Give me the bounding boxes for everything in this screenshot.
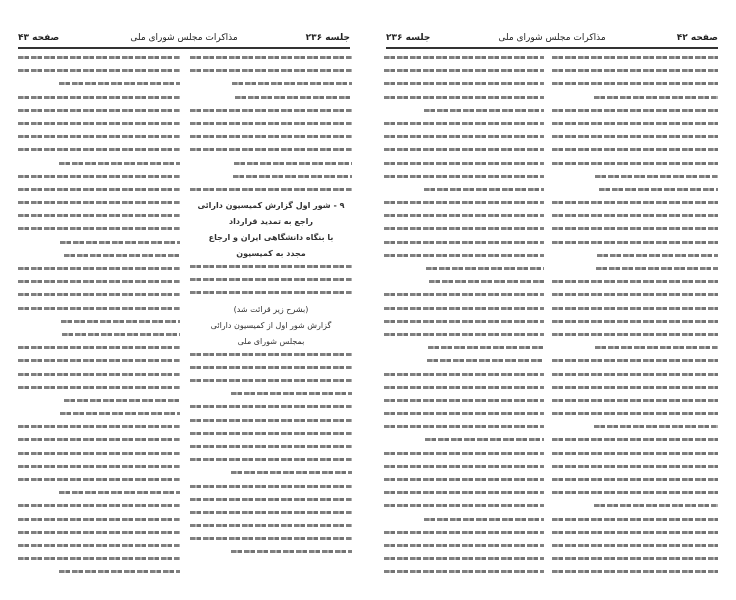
text-line <box>18 148 180 151</box>
text-line <box>384 201 544 204</box>
text-line <box>231 392 352 395</box>
text-line <box>60 412 180 415</box>
page-header <box>386 33 718 49</box>
text-line <box>190 498 352 501</box>
text-line <box>597 254 718 257</box>
text-line <box>384 373 544 376</box>
text-line <box>552 386 718 389</box>
text-line <box>384 214 544 217</box>
text-line <box>384 386 544 389</box>
text-line <box>61 320 180 323</box>
text-line <box>190 109 352 112</box>
text-line <box>384 135 544 138</box>
text-line <box>426 267 544 270</box>
text-line <box>18 227 180 230</box>
text-column-right <box>552 56 718 586</box>
text-line <box>190 419 352 422</box>
text-line <box>18 504 180 507</box>
text-line <box>62 333 180 336</box>
text-line <box>64 254 180 257</box>
text-line <box>18 201 180 204</box>
section-heading: راجع به تمدید قرارداد <box>229 217 313 227</box>
text-line <box>18 175 180 178</box>
text-line <box>552 307 718 310</box>
text-line <box>552 69 718 72</box>
text-line <box>231 471 352 474</box>
text-line <box>552 82 718 85</box>
text-line <box>190 353 352 356</box>
text-line <box>190 366 352 369</box>
text-line <box>552 373 718 376</box>
text-line <box>190 291 352 294</box>
text-line <box>18 109 180 112</box>
text-line <box>18 518 180 521</box>
text-line <box>552 570 718 573</box>
text-line <box>190 148 352 151</box>
text-line <box>18 359 180 362</box>
text-line <box>424 188 544 191</box>
text-line <box>427 359 544 362</box>
text-line <box>428 346 545 349</box>
text-line <box>18 56 180 59</box>
text-line <box>233 175 352 178</box>
text-line <box>190 265 352 268</box>
text-line <box>18 557 180 560</box>
text-line <box>18 267 180 270</box>
text-line <box>384 122 544 125</box>
publication-title: مذاکرات مجلس شورای ملی <box>498 33 606 43</box>
text-line <box>18 280 180 283</box>
text-line <box>60 241 180 244</box>
text-line <box>552 359 718 362</box>
text-line <box>18 293 180 296</box>
text-line <box>384 148 544 151</box>
text-line <box>190 524 352 527</box>
text-line <box>552 518 718 521</box>
text-line <box>235 96 352 99</box>
text-line <box>552 452 718 455</box>
text-line <box>384 491 544 494</box>
text-line <box>552 438 718 441</box>
session-number: جلسه ۲۳۶ <box>305 33 350 43</box>
text-line <box>190 458 352 461</box>
text-line <box>384 320 544 323</box>
text-line <box>18 478 180 481</box>
text-line <box>18 465 180 468</box>
right-page <box>368 0 736 600</box>
text-line <box>425 438 544 441</box>
text-line <box>552 148 718 151</box>
text-line <box>384 96 544 99</box>
section-heading: بمجلس شورای ملی <box>237 336 305 346</box>
text-line <box>18 425 180 428</box>
text-line <box>190 122 352 125</box>
text-line <box>59 82 180 85</box>
text-line <box>429 280 544 283</box>
text-line <box>232 82 352 85</box>
text-line <box>18 307 180 310</box>
text-line <box>552 491 718 494</box>
text-line <box>384 425 544 428</box>
text-line <box>190 485 352 488</box>
text-line <box>552 531 718 534</box>
text-line <box>552 227 718 230</box>
section-heading: مجدد به کمیسیون <box>236 249 306 259</box>
text-line <box>190 278 352 281</box>
text-column-left <box>18 56 180 586</box>
text-line <box>190 379 352 382</box>
text-line <box>384 241 544 244</box>
publication-title: مذاکرات مجلس شورای ملی <box>130 33 238 43</box>
text-line <box>384 504 544 507</box>
text-line <box>18 452 180 455</box>
text-line <box>384 227 544 230</box>
text-line <box>552 320 718 323</box>
text-line <box>18 373 180 376</box>
section-heading: (بشرح زیر قرائت شد) <box>233 304 309 314</box>
text-line <box>18 438 180 441</box>
text-line <box>190 405 352 408</box>
text-line <box>384 412 544 415</box>
text-line <box>552 56 718 59</box>
text-line <box>18 96 180 99</box>
text-line <box>59 570 180 573</box>
text-line <box>384 162 544 165</box>
session-number: جلسه ۲۳۶ <box>386 33 431 43</box>
text-line <box>190 188 352 191</box>
text-line <box>190 511 352 514</box>
section-heading: ۹ - شور اول گزارش کمیسیون دارائی <box>197 201 345 211</box>
text-line <box>552 162 718 165</box>
text-line <box>552 544 718 547</box>
text-line <box>59 162 180 165</box>
text-line <box>552 465 718 468</box>
text-line <box>552 280 718 283</box>
text-line <box>552 201 718 204</box>
text-line <box>594 504 718 507</box>
text-line <box>18 188 180 191</box>
text-line <box>190 135 352 138</box>
text-line <box>384 56 544 59</box>
section-heading: گزارش شور اول از کمیسیون دارائی <box>210 320 332 330</box>
text-line <box>190 56 352 59</box>
text-line <box>384 333 544 336</box>
text-line <box>552 478 718 481</box>
text-line <box>552 412 718 415</box>
text-line <box>190 69 352 72</box>
text-line <box>18 544 180 547</box>
text-line <box>384 544 544 547</box>
text-line <box>594 96 718 99</box>
text-line <box>64 399 180 402</box>
text-line <box>595 175 718 178</box>
text-line <box>552 333 718 336</box>
text-line <box>552 122 718 125</box>
text-line <box>552 214 718 217</box>
text-line <box>384 307 544 310</box>
text-line <box>594 425 718 428</box>
text-line <box>190 432 352 435</box>
text-line <box>234 162 352 165</box>
section-heading: با بنگاه دانشگاهی ایران و ارجاع <box>208 233 334 243</box>
text-line <box>552 293 718 296</box>
text-line <box>599 188 718 191</box>
text-line <box>384 452 544 455</box>
text-line <box>424 109 544 112</box>
text-line <box>18 69 180 72</box>
text-line <box>18 531 180 534</box>
text-line <box>384 175 544 178</box>
text-line <box>384 465 544 468</box>
text-line <box>552 241 718 244</box>
text-line <box>18 122 180 125</box>
text-column-right <box>190 56 352 586</box>
text-line <box>552 135 718 138</box>
text-line <box>384 531 544 534</box>
text-line <box>18 135 180 138</box>
text-line <box>552 399 718 402</box>
text-line <box>384 293 544 296</box>
text-line <box>384 82 544 85</box>
text-line <box>190 445 352 448</box>
text-line <box>552 557 718 560</box>
text-line <box>424 518 544 521</box>
text-line <box>595 346 718 349</box>
text-line <box>18 346 180 349</box>
page-header <box>18 33 350 49</box>
text-line <box>384 557 544 560</box>
text-line <box>384 478 544 481</box>
text-line <box>231 550 352 553</box>
text-line <box>384 570 544 573</box>
text-line <box>18 386 180 389</box>
text-line <box>59 491 180 494</box>
text-line <box>18 214 180 217</box>
text-line <box>384 69 544 72</box>
page-number: صفحه ۴۳ <box>18 33 60 43</box>
text-line <box>596 267 718 270</box>
page-number: صفحه ۴۲ <box>676 33 718 43</box>
text-column-left <box>384 56 544 586</box>
text-line <box>384 254 544 257</box>
text-line <box>552 109 718 112</box>
text-line <box>384 399 544 402</box>
text-line <box>190 537 352 540</box>
